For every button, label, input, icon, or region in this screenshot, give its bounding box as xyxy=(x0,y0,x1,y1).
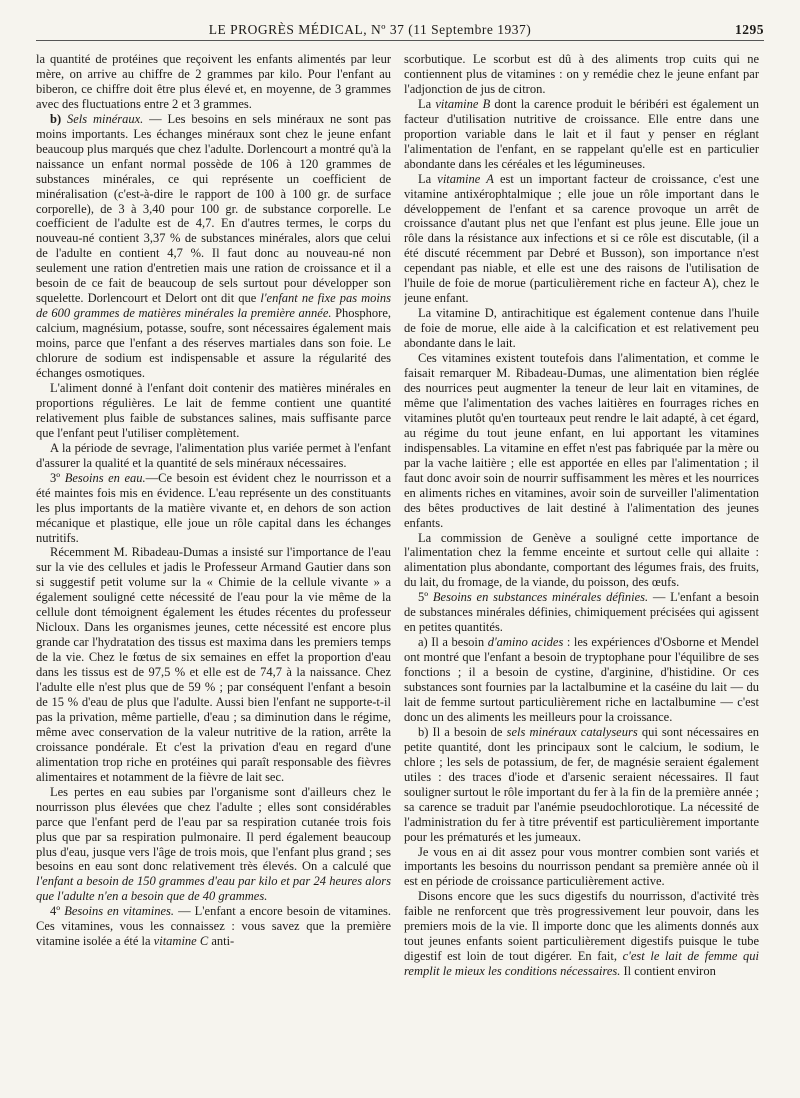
running-title: LE PROGRÈS MÉDICAL, Nº 37 (11 Septembre 1937) xyxy=(208,22,532,37)
emphasis-text: d'amino acides xyxy=(487,635,564,650)
paragraph xyxy=(404,845,759,890)
paragraph-text: Les pertes en eau subies par l'organisme sont d'ailleurs chez le nourrisson plus élevées que chez l'adulte ; elles sont considérables parce que l'enfant perd de l'eau par sa respiration cutanée trois fois plus que par sa respiration pulmonaire. Il perd également beaucoup plus d'eau, jusque vers l'âge de trois mois, que l'enfant plus grand ; ses besoins en eau sont donc relativement très élevés. On a calculé que xyxy=(36,784,391,874)
section-marker: 5º xyxy=(418,590,429,605)
section-marker: 3º xyxy=(50,470,61,485)
section-title: Sels minéraux. xyxy=(66,111,144,126)
paragraph xyxy=(36,441,391,471)
paragraph xyxy=(36,52,391,112)
paragraph-text: La xyxy=(418,171,438,186)
paragraph-text: Récemment M. Ribadeau-Dumas a insisté sur l'importance de l'eau sur la vie des cellules et jadis le Professeur Armand Gautier dans son si suggestif petit volume sur la « Chimie de la cellule vivante » a également souligné cette nécessité de l'eau pour la vie même de la cellule dont témoignent également les études récentes du professeur Nicloux. Dans les organismes jeunes, cette nécessité est encore plus grande car l'hydratation des tissus est maxima dans les premiers temps de la vie. Chez le fœtus de six semaines en effet la proportion d'eau dans les tissus est de 97,5 % et elle est de 74,7 à la naissance. Chez l'adulte elle n'est plus que de 59 % ; par conséquent l'enfant a besoin de 15 % d'eau de plus que l'adulte. Aussi bien l'enfant ne supporte-t-il pas la privation, même partielle, d'eau ; sa diminution dans le régime, même avec conservation de la valeur nutritive de la ration, arrête la croissance pondérale. Et c'est la privation d'eau en regard d'une alimentation trop riche en protéines qui paraît responsable des fièvres alimentaires et notamment de la fièvre de lait sec. xyxy=(36,545,391,784)
emphasis-text: vitamine A xyxy=(437,171,494,186)
paragraph-text: —Ce besoin est évident chez le nourrisson et a été maintes fois mis en évidence. L'eau représente un des constituants les plus importants de la matière vivante et, en dehors de son action mécanique et plastique, elle joue un rôle capital dans les échanges nutritifs. xyxy=(36,470,391,545)
paragraph xyxy=(404,635,759,725)
paragraph-text: : les expériences d'Osborne et Mendel ont montré que l'enfant a besoin de tryptophane pour l'équilibre de ses fonctions ; il a besoin de cystine, d'arginine, d'histidine. Or ces substances sont fournies par la lactalbumine et la caséine du lait — du lait de femme surtout particulièrement riche en lactalbumine — c'est donc un des aliments les meilleurs pour la croissance. xyxy=(404,635,759,724)
paragraph xyxy=(36,785,391,905)
section-title: Besoins en eau. xyxy=(64,470,146,485)
section-title: Besoins en substances minérales définies. xyxy=(432,590,649,605)
paragraph-text: — L'enfant a encore besoin de vitamines. Ces vitamines, vous les connaissez : vous savez que la première vitamine isolée a été la xyxy=(36,904,391,949)
paragraph-text: scorbutique. Le scorbut est dû à des aliments trop cuits qui ne contiennent plus de vitamines : on y remédie chez le jeune enfant par l'adjonction de jus de citron. xyxy=(404,52,759,96)
page-header xyxy=(36,22,764,41)
paragraph xyxy=(404,725,759,845)
section-marker: a) xyxy=(418,635,428,650)
paragraph xyxy=(36,471,391,546)
paragraph-text: L'aliment donné à l'enfant doit contenir des matières minérales en proportions régulières. Le lait de femme contient une quantité relativement plus faible de substances salines, mais suffisante parce que l'enfant peut l'utiliser complètement. xyxy=(36,380,391,440)
left-column xyxy=(36,52,391,1082)
section-marker: 4º xyxy=(50,904,61,919)
paragraph xyxy=(404,306,759,351)
emphasis-text: c'est le lait de femme qui remplit le mieux les conditions nécessaires. xyxy=(404,949,759,979)
paragraph-text: dont la carence produit le béribéri est également un facteur d'utilisation nutritive de croissance. Elle entre dans une proportion variable dans le lait et il faut y penser en réglant l'alimentation de l'enfant, en se rappelant qu'elle est en particulier abondante dans les céréales et les légumineuses. xyxy=(404,96,759,171)
paragraph-text: La commission de Genève a souligné cette importance de l'alimentation chez la femme enceinte et surtout celle qui allaite : alimentation plus abondante, comportant des légumes frais, des fruits, du lait, du fromage, de la viande, du poisson, des œufs. xyxy=(404,530,759,590)
right-column xyxy=(404,52,759,1082)
emphasis-text: l'enfant a besoin de 150 grammes d'eau par kilo et par 24 heures alors que l'adulte n'en a besoin que de 40 grammes. xyxy=(36,874,391,904)
paragraph-text: La vitamine D, antirachitique est également contenue dans l'huile de foie de morue, elle aide à la calcification et est relativement peu abondante dans le lait. xyxy=(404,306,759,351)
paragraph-text: — Les besoins en sels minéraux ne sont pas moins importants. Les échanges minéraux sont chez le jeune enfant beaucoup plus marqués que chez l'adulte. Dorlencourt a montré qu'à la naissance un enfant normal possède de 106 à 120 grammes de substances minérales, ce qui représente un coefficient de minéralisation (c'est-à-dire le rapport de 100 à 100 gr. de surface corporelle), de 3 à 3,40 pour 100 gr. de substance corporelle. Le coefficient de l'adulte est de 4,7. En d'autres termes, le corps du nouveau-né contient 3,37 % de substances minérales, alors que celui de l'adulte en contient 4,7 %. Il faut donc au nouveau-né non seulement une ration d'entretien mais une ration de croissance et il a besoin de ce fait de beaucoup de sels surtout pour développer son squelette. Dorlencourt et Delort ont dit que xyxy=(36,111,391,306)
paragraph-text: anti- xyxy=(208,934,235,949)
paragraph xyxy=(36,112,391,381)
paragraph xyxy=(404,889,759,979)
page-number: 1295 xyxy=(735,22,764,37)
paragraph xyxy=(404,590,759,635)
paragraph-text: — L'enfant a besoin de substances minérales définies, chimiquement précisées qui agissent en petites quantités. xyxy=(404,590,759,635)
emphasis-text: vitamine C xyxy=(153,934,209,949)
paragraph-text: Disons encore que les sucs digestifs du nourrisson, d'activité très faible ne renforcent que très progressivement leur pouvoir, dans les premiers mois de la vie. Il importe donc que les aliments donnés aux tout jeunes enfants soient particulièrement digestifs puisque le tube digestif est loin de tout digérer. En fait, xyxy=(404,889,759,964)
paragraph-text: La xyxy=(418,96,436,111)
paragraph xyxy=(36,904,391,949)
section-title: Besoins en vitamines. xyxy=(64,904,175,919)
paragraph xyxy=(404,351,759,530)
section-marker: b) xyxy=(50,111,62,126)
paragraph-text: Je vous en ai dit assez pour vous montrer combien sont variés et importants les besoins du nourrisson pendant sa première année où il est en période de croissance particulièrement active. xyxy=(404,844,759,889)
emphasis-text: vitamine B xyxy=(435,96,491,111)
paragraph-text: Il a besoin de xyxy=(428,724,507,739)
paragraph xyxy=(404,97,759,172)
paragraph xyxy=(404,531,759,591)
paragraph xyxy=(36,381,391,441)
paragraph-text: qui sont nécessaires en petite quantité, dont les principaux sont le calcium, le sodium, le chlore ; les sels de potassium, de fer, de magnésie seraient également utiles : des traces d'iode et d'arsenic seraient nécessaires. Il faut souligner surtout le rôle important du fer à la fin de la première année ; sa carence se traduit par l'anémie pseudochlorotique. La nécessité de l'administration du fer à titre préventif est particulièrement importante pour les prématurés et les jumeaux. xyxy=(404,724,759,844)
paragraph-text: Phosphore, calcium, magnésium, potasse, soufre, sont nécessaires également mais moins, parce que l'enfant a des réserves martiales dans son foie. Le chlorure de sodium est indispensable et assure la régularité des échanges osmotiques. xyxy=(36,306,391,381)
paragraph xyxy=(36,545,391,784)
emphasis-text: l'enfant ne fixe pas moins de 600 grammes de matières minérales la première année. xyxy=(36,291,391,321)
paragraph-text: la quantité de protéines que reçoivent les enfants alimentés par leur mère, on arrive au chiffre de 2 grammes par kilo. Pour l'enfant au biberon, ce chiffre doit être plus élevé et, en moyenne, de 3 grammes avec des fluctuations entre 2 et 3 grammes. xyxy=(36,52,391,111)
emphasis-text: sels minéraux catalyseurs xyxy=(506,724,638,739)
paragraph-text: Il contient environ xyxy=(620,964,716,979)
paragraph-text: A la période de sevrage, l'alimentation plus variée permet à l'enfant d'assurer la qualité et la quantité de sels minéraux nécessaires. xyxy=(36,440,391,470)
paragraph-text: Il a besoin xyxy=(427,635,488,650)
paragraph-text: Ces vitamines existent toutefois dans l'alimentation, et comme le faisait remarquer M. Ribadeau-Dumas, une alimentation bien réglée des nourrices peut augmenter la teneur de leur lait en vitamines, de même que l'alimentation des vaches laitières en fourrages riches en vitamines plutôt qu'en tourteaux peut rendre le lait adapté, à cet égard, au régime du tout jeune enfant, en lui apportant les vitamines indispensables. La vitamine en effet n'est pas fabriquée par la mère ou par la vache laitière ; elle est apportée en elles par l'alimentation ; il faut donc avoir soin de nourrir suffisamment les mères et les nourrices en aliments riches en vitamines, avoir soin de surveiller l'alimentation des bêtes productives de lait destiné à l'alimentation des jeunes enfants. xyxy=(404,351,759,530)
paragraph xyxy=(404,172,759,307)
paragraph-text: est un important facteur de croissance, c'est une vitamine antixérophtalmique ; elle joue un rôle important dans le développement de l'enfant et sa carence provoque un arrêt de croissance d'autant plus net que l'enfant est plus jeune. Elle joue un rôle dans la résistance aux infections et si ce rôle est discutable, (il a été discuté récemment par Debré et Busson), son importance n'est cependant pas niable, et elle est une des raisons de l'utilisation de l'huile de foie de morue (particulièrement riche en facteur A), chez le jeune enfant. xyxy=(404,171,759,306)
section-marker: b) xyxy=(418,724,429,739)
paragraph xyxy=(404,52,759,97)
